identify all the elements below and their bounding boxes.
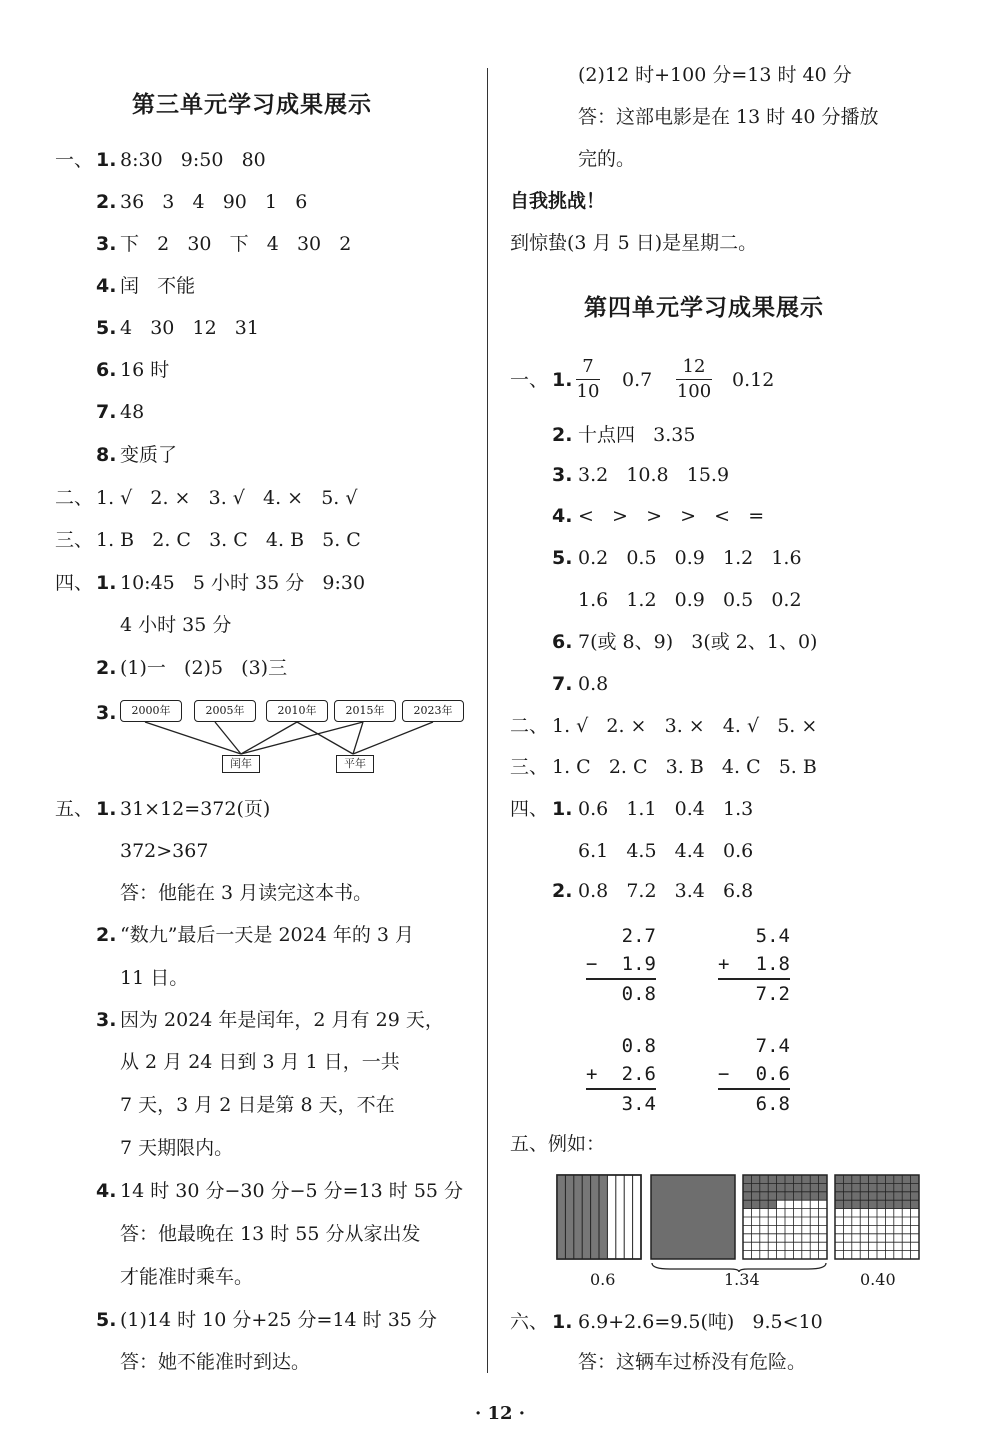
unit3-title: 第三单元学习成果展示 bbox=[132, 92, 372, 118]
fraction-numerator: 12 bbox=[682, 356, 706, 377]
q-number: 2. bbox=[96, 924, 117, 946]
answer-text: 0.8 bbox=[578, 673, 609, 695]
q-number: 4. bbox=[96, 1180, 117, 1202]
timeline-year-box: 2000年 bbox=[120, 700, 182, 722]
answer-text: 0.12 bbox=[732, 369, 775, 391]
common-year-label: 平年 bbox=[336, 755, 374, 773]
answer-text: (2)12 时+100 分=13 时 40 分 bbox=[578, 64, 852, 86]
timeline-year-box: 2010年 bbox=[266, 700, 328, 722]
answer-text: 14 时 30 分−30 分−5 分=13 时 55 分 bbox=[120, 1180, 464, 1202]
vcalc-bottom: 1.8 bbox=[755, 953, 790, 975]
q-number: 1. bbox=[96, 572, 117, 594]
answer-text: 36 3 4 90 1 6 bbox=[120, 191, 308, 213]
q-number: 1. bbox=[552, 798, 573, 820]
challenge-heading: 自我挑战！ bbox=[510, 190, 606, 212]
q-number: 5. bbox=[552, 547, 573, 569]
grid-caption: 0.40 bbox=[860, 1270, 896, 1289]
vcalc-bottom-row bbox=[718, 950, 790, 978]
answer-text: 因为 2024 年是闰年，2 月有 29 天， bbox=[120, 1009, 444, 1031]
fraction-bar bbox=[576, 379, 600, 380]
answer-text: < > > > < = bbox=[578, 505, 765, 527]
q-number: 3. bbox=[96, 233, 117, 255]
vertical-calculation bbox=[718, 922, 790, 1008]
vcalc-bottom-row bbox=[718, 1060, 790, 1088]
q-number: 1. bbox=[552, 1311, 573, 1333]
answer-text: 11 日。 bbox=[120, 967, 189, 989]
challenge-answer: 到惊蛰(3 月 5 日)是星期二。 bbox=[510, 232, 758, 254]
section-5-label: 五、 bbox=[55, 798, 94, 820]
grid-figure-0.40 bbox=[834, 1174, 920, 1260]
answer-text: 7 天，3 月 2 日是第 8 天，不在 bbox=[120, 1094, 395, 1116]
q-number: 7. bbox=[96, 401, 117, 423]
answer-text: 6.1 4.5 4.4 0.6 bbox=[578, 840, 754, 862]
q-number: 5. bbox=[96, 317, 117, 339]
q-number: 5. bbox=[96, 1309, 117, 1331]
answer-text: 4 30 12 31 bbox=[120, 317, 259, 339]
q-number: 4. bbox=[96, 275, 117, 297]
answer-text: 0.6 1.1 0.4 1.3 bbox=[578, 798, 754, 820]
section-1-label: 一、 bbox=[510, 369, 549, 391]
column-divider bbox=[487, 68, 488, 1373]
timeline-year-box: 2023年 bbox=[402, 700, 464, 722]
q-number: 6. bbox=[552, 631, 573, 653]
answer-text: 从 2 月 24 日到 3 月 1 日，一共 bbox=[120, 1051, 400, 1073]
section-5-label: 五、例如： bbox=[510, 1133, 606, 1155]
section-2-label: 二、 bbox=[55, 487, 94, 509]
q-number: 4. bbox=[552, 505, 573, 527]
answer-text: 下 2 30 下 4 30 2 bbox=[120, 233, 352, 255]
vcalc-result: 7.2 bbox=[755, 983, 790, 1005]
grid-caption: 0.6 bbox=[590, 1270, 616, 1289]
q-number: 3. bbox=[96, 1009, 117, 1031]
q-number: 2. bbox=[96, 191, 117, 213]
q-number: 2. bbox=[552, 880, 573, 902]
answer-text: “数九”最后一天是 2024 年的 3 月 bbox=[120, 924, 415, 946]
answer-text: 31×12=372(页) bbox=[120, 798, 271, 820]
answer-text: 48 bbox=[120, 401, 145, 423]
answer-text: 7 天期限内。 bbox=[120, 1137, 234, 1159]
unit4-title: 第四单元学习成果展示 bbox=[584, 295, 824, 321]
grid-caption: 1.34 bbox=[724, 1270, 760, 1289]
answer-text: 1. √ 2. × 3. × 4. √ 5. × bbox=[552, 715, 818, 737]
vcalc-result: 0.8 bbox=[621, 983, 656, 1005]
answer-text: 16 时 bbox=[120, 359, 170, 381]
answer-text: 0.8 7.2 3.4 6.8 bbox=[578, 880, 754, 902]
vcalc-operator: − bbox=[586, 953, 598, 975]
answer-text: 闰 不能 bbox=[120, 275, 196, 297]
answer-text: 1. √ 2. × 3. √ 4. × 5. √ bbox=[96, 487, 358, 509]
vcalc-operator: − bbox=[718, 1063, 730, 1085]
vcalc-top: 5.4 bbox=[755, 925, 790, 947]
vcalc-operator: + bbox=[586, 1063, 598, 1085]
answer-text: 10:45 5 小时 35 分 9:30 bbox=[120, 572, 366, 594]
q-number: 3. bbox=[96, 702, 117, 724]
q-number: 1. bbox=[96, 149, 117, 171]
grid-figure-0.6 bbox=[556, 1174, 642, 1260]
grid-figure-1.34-part bbox=[742, 1174, 828, 1260]
leap-year-label: 闰年 bbox=[222, 755, 260, 773]
answer-text: 答：他最晚在 13 时 55 分从家出发 bbox=[120, 1223, 421, 1245]
fraction-bar bbox=[676, 379, 712, 380]
vcalc-bottom: 0.6 bbox=[755, 1063, 790, 1085]
answer-text: 7(或 8、9) 3(或 2、1、0) bbox=[578, 631, 818, 653]
section-1-label: 一、 bbox=[55, 149, 94, 171]
answer-text: 0.2 0.5 0.9 1.2 1.6 bbox=[578, 547, 802, 569]
answer-text: 十点四 3.35 bbox=[578, 424, 696, 446]
answer-text: 3.2 10.8 15.9 bbox=[578, 464, 730, 486]
q-number: 8. bbox=[96, 444, 117, 466]
answer-text: (1)一 (2)5 (3)三 bbox=[120, 657, 288, 679]
answer-text: 372>367 bbox=[120, 840, 209, 862]
q-number: 7. bbox=[552, 673, 573, 695]
section-4-label: 四、 bbox=[55, 572, 94, 594]
vcalc-top: 2.7 bbox=[621, 925, 656, 947]
section-4-label: 四、 bbox=[510, 798, 549, 820]
vertical-calculation bbox=[718, 1032, 790, 1118]
q-number: 1. bbox=[96, 798, 117, 820]
section-6-label: 六、 bbox=[510, 1311, 549, 1333]
timeline-year-box: 2015年 bbox=[334, 700, 396, 722]
section-3-label: 三、 bbox=[510, 756, 549, 778]
vertical-calculation bbox=[586, 1032, 656, 1118]
vcalc-top: 0.8 bbox=[621, 1035, 656, 1057]
answer-text: 1. C 2. C 3. B 4. C 5. B bbox=[552, 756, 817, 778]
vcalc-bottom: 1.9 bbox=[621, 953, 656, 975]
grid-figure-1.34-whole bbox=[650, 1174, 736, 1260]
vcalc-result: 3.4 bbox=[621, 1093, 656, 1115]
fraction bbox=[676, 356, 712, 403]
q-number: 2. bbox=[96, 657, 117, 679]
answer-text: 才能准时乘车。 bbox=[120, 1266, 254, 1288]
answer-text: 答：这辆车过桥没有危险。 bbox=[578, 1351, 807, 1373]
answer-text: (1)14 时 10 分+25 分=14 时 35 分 bbox=[120, 1309, 437, 1331]
q-number: 2. bbox=[552, 424, 573, 446]
vcalc-bottom-row bbox=[586, 1060, 656, 1088]
section-2-label: 二、 bbox=[510, 715, 549, 737]
answer-text: 1. B 2. C 3. C 4. B 5. C bbox=[96, 529, 361, 551]
vertical-calculation bbox=[586, 922, 656, 1008]
q-number: 6. bbox=[96, 359, 117, 381]
answer-text: 0.7 bbox=[622, 369, 653, 391]
answer-text: 1.6 1.2 0.9 0.5 0.2 bbox=[578, 589, 802, 611]
vcalc-operator: + bbox=[718, 953, 730, 975]
answer-text: 答：她不能准时到达。 bbox=[120, 1351, 311, 1373]
fraction-denominator: 100 bbox=[676, 381, 712, 402]
q-number: 3. bbox=[552, 464, 573, 486]
section-3-label: 三、 bbox=[55, 529, 94, 551]
answer-text: 完的。 bbox=[578, 148, 636, 170]
fraction-numerator: 7 bbox=[582, 356, 594, 377]
answer-text: 4 小时 35 分 bbox=[120, 614, 232, 636]
answer-text: 答：他能在 3 月读完这本书。 bbox=[120, 882, 373, 904]
vcalc-bottom-row bbox=[586, 950, 656, 978]
vcalc-top: 7.4 bbox=[755, 1035, 790, 1057]
timeline-year-box: 2005年 bbox=[194, 700, 256, 722]
answer-text: 6.9+2.6=9.5(吨) 9.5<10 bbox=[578, 1311, 823, 1333]
vcalc-result: 6.8 bbox=[755, 1093, 790, 1115]
answer-text: 8:30 9:50 80 bbox=[120, 149, 266, 171]
fraction-denominator: 10 bbox=[576, 381, 600, 402]
page-number: · 12 · bbox=[474, 1403, 526, 1424]
q-number: 1. bbox=[552, 369, 573, 391]
fraction bbox=[576, 356, 600, 403]
vcalc-bottom: 2.6 bbox=[621, 1063, 656, 1085]
answer-text: 答：这部电影是在 13 时 40 分播放 bbox=[578, 106, 879, 128]
answer-text: 变质了 bbox=[120, 444, 178, 466]
